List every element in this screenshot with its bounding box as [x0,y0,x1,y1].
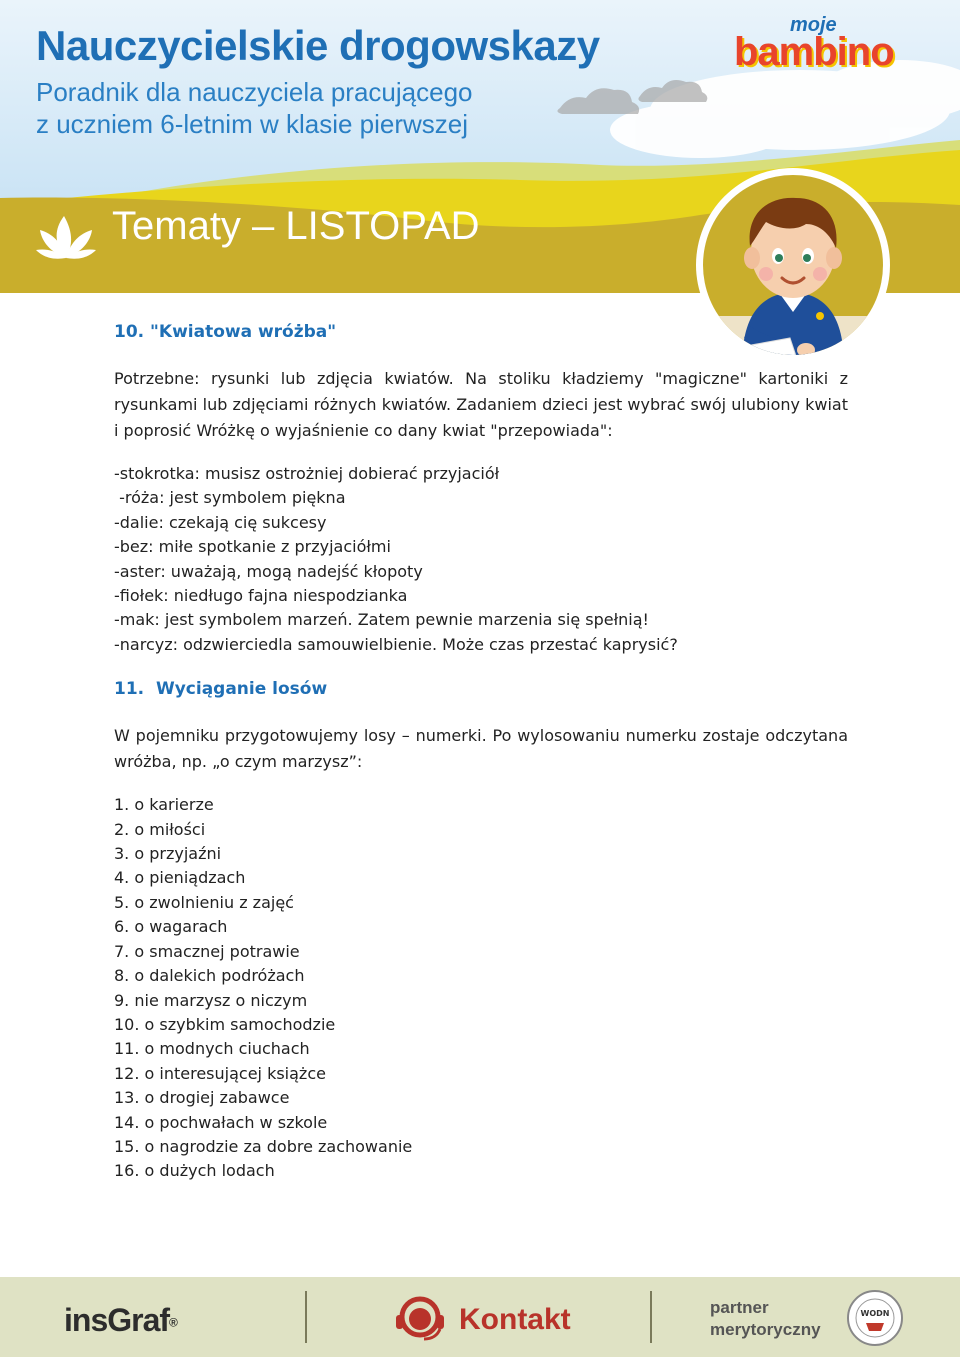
headset-person-icon [390,1293,450,1343]
lottery-list [114,793,848,1184]
list-item: -mak: jest symbolem marzeń. Zatem pewnie marzenia się spełnią! [114,610,649,630]
list-item: 13. o drogiej zabawce [114,1088,290,1108]
list-item: 12. o interesującej książce [114,1063,326,1083]
list-item: 2. o miłości [114,819,206,839]
list-item: 8. o dalekich podróżach [114,966,305,986]
flower-meaning-list [114,462,848,657]
moje-bambino-logo [728,14,928,74]
document-subtitle [36,76,473,140]
footer-divider [650,1291,652,1343]
list-item: 15. o nagrodzie za dobre zachowanie [114,1136,413,1156]
list-item: 9. nie marzysz o niczym [114,990,308,1010]
registered-mark: ® [169,1315,177,1330]
list-item: 10. o szybkim samochodzie [114,1014,336,1034]
list-item: -róża: jest symbolem piękna [114,488,346,508]
list-item: -bez: miłe spotkanie z przyjaciółmi [114,537,391,557]
list-item: -fiołek: niedługo fajna niespodzianka [114,586,408,606]
insgraf-logo-text: insGraf [64,1302,170,1338]
list-item: 14. o pochwałach w szkole [114,1112,328,1132]
wodn-seal-text: WODN [860,1309,890,1318]
list-item: 16. o dużych lodach [114,1161,275,1181]
subtitle-line-2: z uczniem 6-letnim w klasie pierwszej [36,109,469,139]
list-item: 3. o przyjaźni [114,844,222,864]
list-item: 11. o modnych ciuchach [114,1039,310,1059]
logo-bambino-text: bambino [734,30,894,74]
document-title: Nauczycielskie drogowskazy [36,22,600,69]
insgraf-logo[interactable] [64,1302,177,1339]
list-item: 5. o zwolnieniu z zajęć [114,892,294,912]
subtitle-line-1: Poradnik dla nauczyciela pracującego [36,77,473,107]
list-item: -narcyz: odzwierciedla samouwielbienie. Może czas przestać kaprysić? [114,634,678,654]
page-content [114,318,848,1184]
list-item: 6. o wagarach [114,917,228,937]
partner-label [710,1297,821,1341]
section-11-heading: 11. Wyciąganie losów [114,679,328,700]
kontakt-link[interactable]: Kontakt [459,1303,571,1336]
logo-moje-text: moje [790,14,837,36]
list-item: -dalie: czekają cię sukcesy [114,512,327,532]
topic-title: Tematy – LISTOPAD [112,204,480,248]
partner-label-line-2: merytoryczny [710,1320,821,1339]
footer-divider [305,1291,307,1343]
list-item: 7. o smacznej potrawie [114,941,300,961]
list-item: -stokrotka: musisz ostrożniej dobierać przyjaciół [114,464,500,483]
list-item: 4. o pieniądzach [114,868,246,888]
list-item: 1. o karierze [114,795,214,815]
list-item: -aster: uważają, mogą nadejść kłopoty [114,561,423,581]
partner-label-line-1: partner [710,1298,769,1317]
page-footer [0,1277,960,1357]
wodn-seal-logo[interactable] [846,1289,904,1347]
section-11-intro: W pojemniku przygotowujemy losy – numerki. Po wylosowaniu numerku zostaje odczytana wróżba, np. „o czym marzysz”: [114,726,848,772]
flower-leaf-icon [36,210,96,262]
section-10-intro: Potrzebne: rysunki lub zdjęcia kwiatów. Na stoliku kładziemy "magiczne" kartoniki z rysunkami lub zdjęciami różnych kwiatów. Zadaniem dzieci jest wybrać swój ulubiony kwiat i poprosić Wróżkę o wyjaśnienie co dany kwiat "przepowiada": [114,369,848,440]
section-10-heading: 10. "Kwiatowa wróżba" [114,322,337,342]
